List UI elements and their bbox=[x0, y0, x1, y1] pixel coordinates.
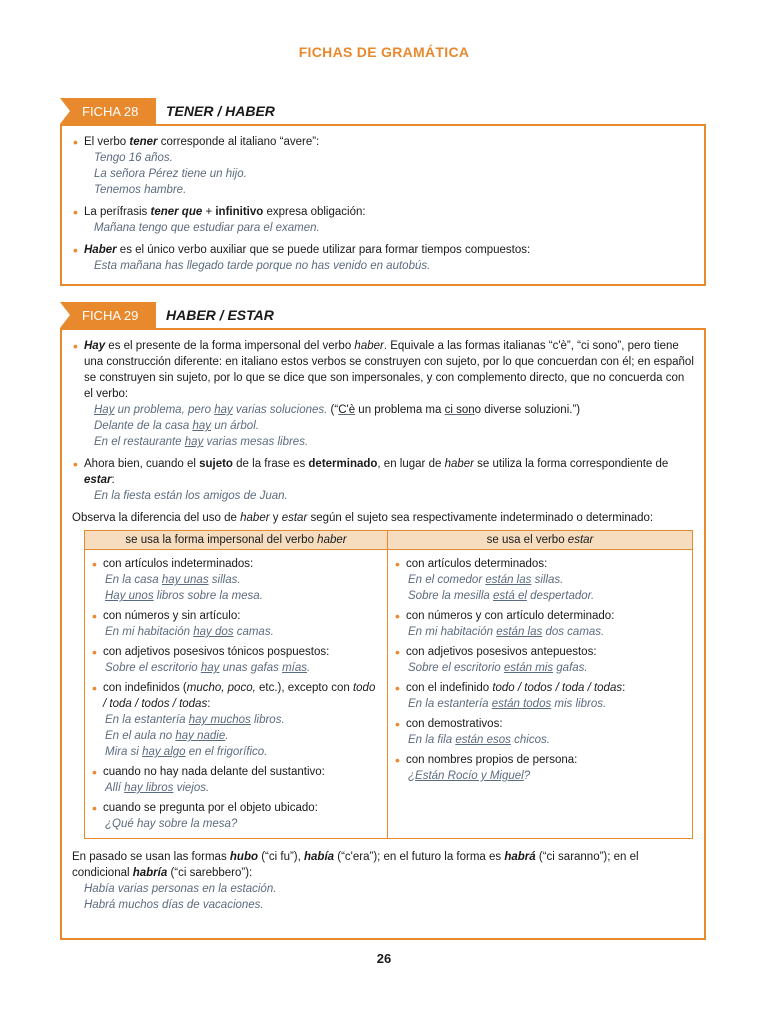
ficha-29-bullet-hay: • Hay es el presente de la forma impersonal del verbo haber. Equivale a las formas italianas “c'è”, “ci sono”, pero tiene una construcción diferente: en italiano estos verbos se construyen con sujeto, por lo que concuerdan con él; en español se construyen sin sujeto, por lo que se dice que son impersonales, y con complemento directo, que no concuerda con el verbo: bbox=[72, 338, 694, 402]
list-item: • con demostrativos: bbox=[394, 716, 686, 732]
example-line: Tengo 16 años. bbox=[94, 152, 173, 164]
list-item: • con números y con artículo determinado: bbox=[394, 608, 686, 624]
example-line: Había varias personas en la estación. bbox=[84, 883, 277, 895]
list-item: • con artículos determinados: bbox=[394, 556, 686, 572]
table-cell-estar bbox=[388, 550, 693, 839]
example-line: Sobre el escritorio hay unas gafas mías. bbox=[105, 662, 311, 674]
list-item: • cuando no hay nada delante del sustantivo: bbox=[91, 764, 381, 780]
example-line: ¿Están Rocío y Miguel? bbox=[408, 770, 531, 782]
example-line: Hay unos libros sobre la mesa. bbox=[105, 590, 263, 602]
ficha-29-box bbox=[60, 328, 706, 940]
example-line: Sobre la mesilla está el despertador. bbox=[408, 590, 595, 602]
list-item: • con indefinidos (mucho, poco, etc.), excepto con todo / toda / todos / todas: bbox=[91, 680, 381, 712]
page-title: FICHAS DE GRAMÁTICA bbox=[298, 44, 470, 60]
list-item: • con artículos indeterminados: bbox=[91, 556, 381, 572]
ficha-28-tab: FICHA 28 bbox=[60, 98, 156, 124]
example-line: En el comedor están las sillas. bbox=[408, 574, 564, 586]
example-line: Mira si hay algo en el frigorífico. bbox=[105, 746, 268, 758]
example-line: En el aula no hay nadie. bbox=[105, 730, 229, 742]
example-line: Tenemos hambre. bbox=[94, 184, 187, 196]
example-line: Hay un problema, pero hay varias soluciones. (“C'è un problema ma ci sono diverse soluzioni.”) bbox=[94, 404, 581, 416]
list-item: • con el indefinido todo / todos / toda / todas: bbox=[394, 680, 686, 696]
comparison-table bbox=[84, 530, 693, 839]
example-line: Sobre el escritorio están mis gafas. bbox=[408, 662, 588, 674]
ficha-29-header bbox=[60, 302, 274, 328]
ficha-29-bullet-estar: • Ahora bien, cuando el sujeto de la frase es determinado, en lugar de haber se utiliza la forma correspondiente de estar: bbox=[72, 456, 694, 488]
example-line: La señora Pérez tiene un hijo. bbox=[94, 168, 247, 180]
example-line: Allí hay libros viejos. bbox=[105, 782, 210, 794]
example-line: Esta mañana has llegado tarde porque no has venido en autobús. bbox=[94, 260, 431, 272]
example-line: En la casa hay unas sillas. bbox=[105, 574, 241, 586]
example-line: En el restaurante hay varias mesas libres. bbox=[94, 436, 309, 448]
example-line: En mi habitación hay dos camas. bbox=[105, 626, 274, 638]
example-line: En la fila están esos chicos. bbox=[408, 734, 550, 746]
ficha-29-tab: FICHA 29 bbox=[60, 302, 156, 328]
ficha-28-box bbox=[60, 124, 706, 286]
ficha-28-bullet-haber: • Haber es el único verbo auxiliar que se puede utilizar para formar tiempos compuestos: bbox=[72, 242, 694, 258]
ficha-29-title: HABER / ESTAR bbox=[166, 307, 274, 323]
ficha-28-header bbox=[60, 98, 275, 124]
table-header-estar: se usa el verbo estar bbox=[388, 531, 693, 550]
example-line: Habrá muchos días de vacaciones. bbox=[84, 899, 264, 911]
example-line: En mi habitación están las dos camas. bbox=[408, 626, 605, 638]
example-line: En la estantería están todos mis libros. bbox=[408, 698, 607, 710]
table-header-haber: se usa la forma impersonal del verbo haber bbox=[85, 531, 388, 550]
example-line: ¿Qué hay sobre la mesa? bbox=[105, 818, 238, 830]
example-line: Mañana tengo que estudiar para el examen. bbox=[94, 222, 320, 234]
ficha-28-title: TENER / HABER bbox=[166, 103, 275, 119]
table-cell-haber bbox=[85, 550, 388, 839]
ficha-28-bullet-tener-que: • La perífrasis tener que + infinitivo expresa obligación: bbox=[72, 204, 694, 220]
list-item: • con adjetivos posesivos tónicos pospuestos: bbox=[91, 644, 381, 660]
example-line: En la estantería hay muchos libros. bbox=[105, 714, 285, 726]
page-number: 26 bbox=[376, 951, 392, 966]
list-item: • con nombres propios de persona: bbox=[394, 752, 686, 768]
list-item: • cuando se pregunta por el objeto ubicado: bbox=[91, 800, 381, 816]
example-line: En la fiesta están los amigos de Juan. bbox=[94, 490, 288, 502]
list-item: • con adjetivos posesivos antepuestos: bbox=[394, 644, 686, 660]
list-item: • con números y sin artículo: bbox=[91, 608, 381, 624]
observa-text: Observa la diferencia del uso de haber y estar según el sujeto sea respectivamente indeterminado o determinado: bbox=[72, 512, 654, 524]
pasado-text: En pasado se usan las formas hubo (“ci fu”), había (“c'era”); en el futuro la forma es habrá (“ci saranno”); en el condicional habría (“ci sarebbero”): bbox=[72, 851, 639, 879]
ficha-28-bullet-tener: • El verbo tener corresponde al italiano “avere”: bbox=[72, 134, 694, 150]
example-line: Delante de la casa hay un árbol. bbox=[94, 420, 259, 432]
